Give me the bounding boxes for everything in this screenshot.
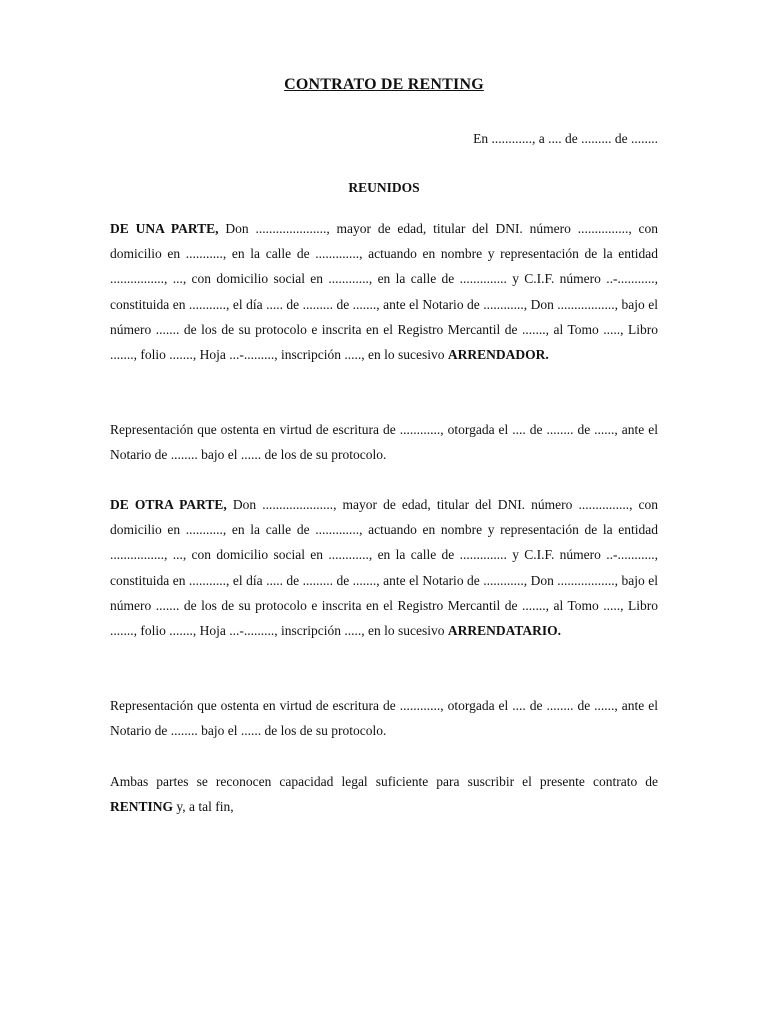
party-one-role: ARRENDADOR. [447,347,549,363]
party-two-body: Don ....................., mayor de edad, titular del DNI. número ..............., con domicilio en ..........., en la calle de ............., actuando en nombre y representación de la entidad ................, ..., con domicilio social en ............, en la calle de .............. y C.I.F. número ..-..........., constituida en ..........., el día ..... de ......... de ......., ante el Notario de ............, Don ................., bajo el número ....... de los de su protocolo e inscrita en el Registro Mercantil de ......., al Tomo ....., Libro ......., folio ......., Hoja ...-........., inscripción ....., en lo sucesivo [110,497,659,639]
party-two-role: ARRENDATARIO. [447,623,561,639]
party-two-paragraph [110,492,658,643]
party-one-paragraph [110,216,658,367]
party-one-body: Don ....................., mayor de edad, titular del DNI. número ..............., con domicilio en ..........., en la calle de ............., actuando en nombre y representación de la entidad ................, ..., con domicilio social en ............, en la calle de .............. y C.I.F. número ..-..........., constituida en ..........., el día ..... de ......... de ......., ante el Notario de ............, Don ................., bajo el número ....... de los de su protocolo e inscrita en el Registro Mercantil de ......., al Tomo ....., Libro ......., folio ......., Hoja ...-........., inscripción ....., en lo sucesivo [110,221,659,363]
party-two-lead: DE OTRA PARTE, [110,497,227,512]
closing-emphasis: RENTING [110,799,174,815]
party-two-representation: Representación que ostenta en virtud de escritura de ............, otorgada el .... de ........ de ......, ante el Notario de ........ bajo el ...... de los de su protocolo. [110,698,658,739]
closing-text-after: y, a tal fin, [173,799,234,815]
closing-text-before: Ambas partes se reconocen capacidad legal suficiente para suscribir el presente contrato de [110,774,658,789]
place-date-line: En ............, a .... de ......... de ........ [473,131,658,146]
party-one-representation: Representación que ostenta en virtud de escritura de ............, otorgada el .... de ........ de ......, ante el Notario de ........ bajo el ...... de los de su protocolo. [110,422,658,463]
section-heading-reunidos: REUNIDOS [348,180,420,195]
party-one-lead: DE UNA PARTE, [110,221,219,236]
closing-paragraph [110,769,658,819]
document-title: CONTRATO DE RENTING [284,76,484,93]
